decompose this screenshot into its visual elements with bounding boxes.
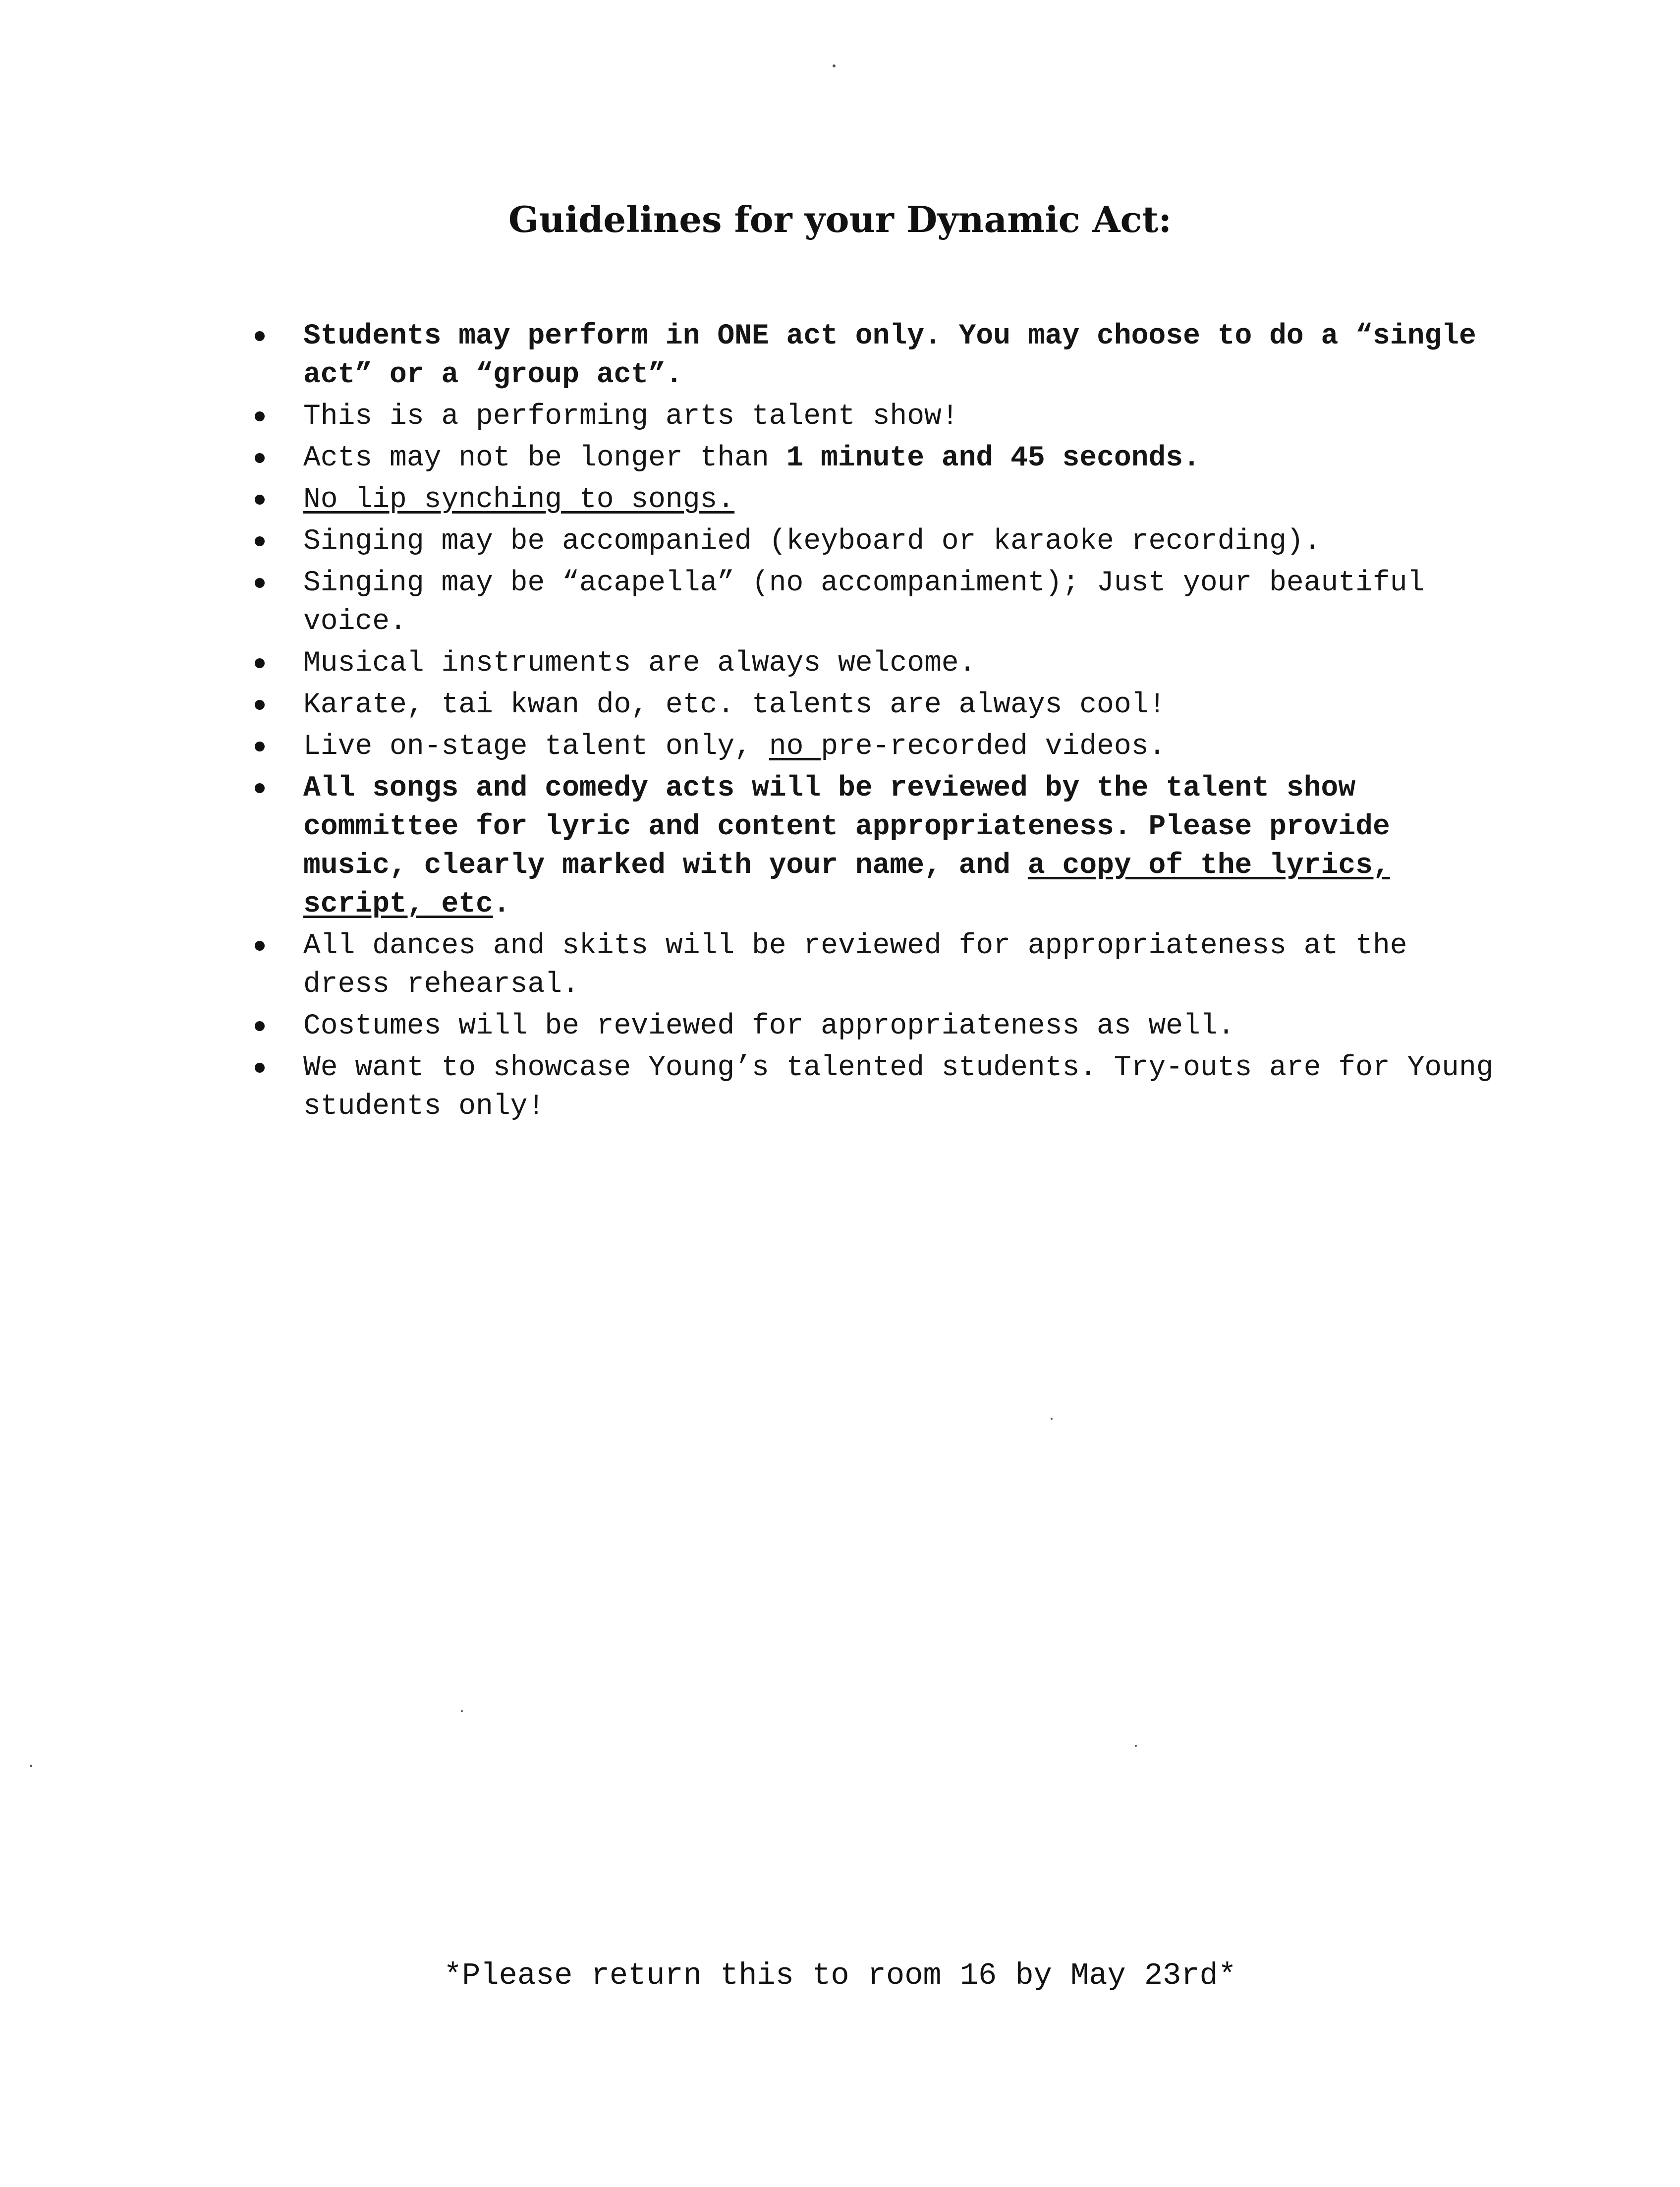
guideline-item bbox=[248, 927, 1507, 1004]
scan-speck bbox=[1135, 1745, 1137, 1747]
guideline-text: pre-recorded videos. bbox=[821, 731, 1166, 763]
guideline-text: Karate, tai kwan do, etc. talents are always cool! bbox=[303, 689, 1166, 721]
guideline-item bbox=[248, 686, 1507, 725]
guideline-item bbox=[248, 564, 1507, 641]
bullet-icon bbox=[255, 578, 265, 588]
guideline-text: All songs and comedy acts will be reviewed by the talent show committee for lyric and content appropriateness. Please provide music, clearly marked with your name, and bbox=[303, 772, 1390, 882]
bullet-icon bbox=[255, 742, 265, 751]
guideline-item bbox=[248, 769, 1507, 924]
bullet-icon bbox=[255, 536, 265, 546]
guideline-text: a copy of the lyrics, script, etc bbox=[303, 850, 1390, 921]
guideline-item bbox=[248, 481, 1507, 519]
guideline-text: Costumes will be reviewed for appropriateness as well. bbox=[303, 1010, 1235, 1042]
guidelines-list bbox=[248, 317, 1507, 1129]
guideline-text: We want to showcase Young’s talented students. Try-outs are for Young students only! bbox=[303, 1052, 1494, 1123]
scan-speck bbox=[833, 64, 836, 67]
bullet-icon bbox=[255, 783, 265, 793]
guideline-text: Students may perform in ONE act only. You may choose to do a “single act” or a “group act”. bbox=[303, 320, 1476, 391]
return-instructions: *Please return this to room 16 by May 23rd* bbox=[444, 1958, 1236, 1993]
guideline-text: Musical instruments are always welcome. bbox=[303, 647, 976, 680]
guideline-item bbox=[248, 522, 1507, 561]
bullet-icon bbox=[255, 700, 265, 710]
bullet-icon bbox=[255, 331, 265, 341]
bullet-icon bbox=[255, 411, 265, 421]
guideline-item bbox=[248, 644, 1507, 683]
bullet-icon bbox=[255, 658, 265, 668]
scan-speck bbox=[461, 1710, 463, 1712]
bullet-icon bbox=[255, 1021, 265, 1031]
guideline-text: No lip synching to songs. bbox=[303, 484, 735, 516]
guideline-item bbox=[248, 439, 1507, 478]
guideline-text: Live on-stage talent only, bbox=[303, 731, 769, 763]
guideline-text: Singing may be “acapella” (no accompaniment); Just your beautiful voice. bbox=[303, 567, 1425, 638]
bullet-icon bbox=[255, 495, 265, 505]
guideline-item bbox=[248, 398, 1507, 436]
bullet-icon bbox=[255, 453, 265, 463]
guideline-item bbox=[248, 1007, 1507, 1046]
guideline-item bbox=[248, 728, 1507, 766]
guideline-item bbox=[248, 317, 1507, 395]
guideline-item bbox=[248, 1049, 1507, 1126]
scan-speck bbox=[1051, 1418, 1053, 1420]
page-title: Guidelines for your Dynamic Act: bbox=[508, 198, 1172, 240]
guideline-text: This is a performing arts talent show! bbox=[303, 401, 959, 433]
guideline-text: Acts may not be longer than bbox=[303, 442, 786, 474]
guideline-text: Singing may be accompanied (keyboard or karaoke recording). bbox=[303, 525, 1321, 558]
guideline-text: no bbox=[769, 731, 821, 763]
guideline-text: All dances and skits will be reviewed for appropriateness at the dress rehearsal. bbox=[303, 930, 1407, 1001]
guideline-text: . bbox=[493, 888, 510, 921]
guideline-text: 1 minute and 45 seconds. bbox=[786, 442, 1200, 474]
scan-speck bbox=[30, 1765, 32, 1767]
bullet-icon bbox=[255, 1063, 265, 1073]
bullet-icon bbox=[255, 941, 265, 951]
